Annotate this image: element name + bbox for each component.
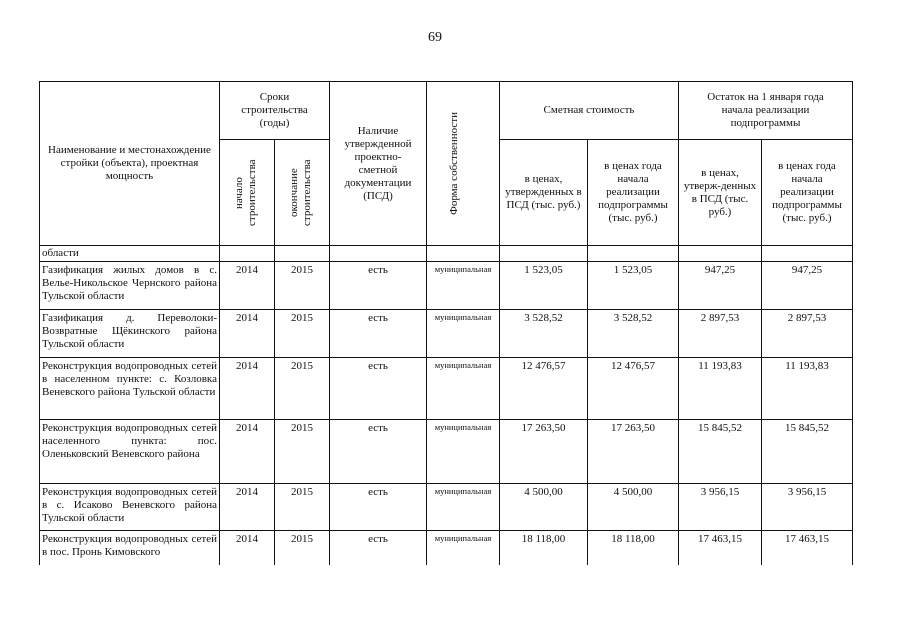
object-name: Реконструкция водопроводных сетей населенного пункта: пос. Оленьковский Веневского района bbox=[40, 420, 220, 484]
bal-current-value: 3 956,15 bbox=[762, 484, 853, 531]
object-name: Реконструкция водопроводных сетей в пос. Пронь Кимовского bbox=[40, 531, 220, 565]
est-psd-value: 12 476,57 bbox=[500, 358, 588, 420]
ownership-type: муниципальная bbox=[427, 358, 500, 420]
bal-psd-value: 947,25 bbox=[679, 262, 762, 310]
end-year: 2015 bbox=[275, 358, 330, 420]
ownership-type: муниципальная bbox=[427, 262, 500, 310]
page-number: 69 bbox=[428, 30, 442, 45]
header-name: Наименование и местонахождение стройки (объекта), проектная мощность bbox=[40, 82, 220, 246]
table-row bbox=[40, 310, 853, 358]
start-year: 2014 bbox=[220, 484, 275, 531]
ownership-label: Форма собственности bbox=[448, 112, 460, 215]
bal-psd-value: 3 956,15 bbox=[679, 484, 762, 531]
end-year: 2015 bbox=[275, 484, 330, 531]
bal-psd-value: 15 845,52 bbox=[679, 420, 762, 484]
bal-current-value: 11 193,83 bbox=[762, 358, 853, 420]
end-label: окончание строительства bbox=[288, 159, 313, 226]
start-year: 2014 bbox=[220, 262, 275, 310]
end-year: 2015 bbox=[275, 420, 330, 484]
header-est-current-prices: в ценах года начала реализации подпрограммы (тыс. руб.) bbox=[588, 140, 679, 246]
header-balance: Остаток на 1 января года начала реализации подпрограммы bbox=[679, 82, 853, 140]
table-row bbox=[40, 531, 853, 565]
est-current-value: 17 263,50 bbox=[588, 420, 679, 484]
start-year: 2014 bbox=[220, 310, 275, 358]
end-year: 2015 bbox=[275, 531, 330, 565]
ownership-type: муниципальная bbox=[427, 420, 500, 484]
start-year: 2014 bbox=[220, 420, 275, 484]
object-name: Реконструкция водопроводных сетей в с. Исаково Веневского района Тульской области bbox=[40, 484, 220, 531]
table-row bbox=[40, 358, 853, 420]
est-current-value: 12 476,57 bbox=[588, 358, 679, 420]
start-label: начало строительства bbox=[233, 159, 258, 226]
est-psd-value: 18 118,00 bbox=[500, 531, 588, 565]
end-year: 2015 bbox=[275, 262, 330, 310]
header-ownership bbox=[427, 82, 500, 246]
start-year: 2014 bbox=[220, 358, 275, 420]
psd-status: есть bbox=[330, 420, 427, 484]
est-current-value: 1 523,05 bbox=[588, 262, 679, 310]
table-body bbox=[40, 246, 853, 565]
table-row bbox=[40, 484, 853, 531]
end-year: 2015 bbox=[275, 310, 330, 358]
ownership-type: муниципальная bbox=[427, 531, 500, 565]
bal-current-value: 947,25 bbox=[762, 262, 853, 310]
section-continuation: области bbox=[40, 246, 220, 262]
bal-psd-value: 11 193,83 bbox=[679, 358, 762, 420]
table-row bbox=[40, 420, 853, 484]
est-current-value: 4 500,00 bbox=[588, 484, 679, 531]
psd-status: есть bbox=[330, 262, 427, 310]
table-header bbox=[40, 82, 853, 246]
header-est-psd-prices: в ценах, утвержденных в ПСД (тыс. руб.) bbox=[500, 140, 588, 246]
psd-status: есть bbox=[330, 484, 427, 531]
object-name: Газификация д. Переволоки-Возвратные Щёкинского района Тульской области bbox=[40, 310, 220, 358]
object-name: Газификация жилых домов в с. Велье-Никольское Чернского района Тульской области bbox=[40, 262, 220, 310]
est-psd-value: 17 263,50 bbox=[500, 420, 588, 484]
construction-table bbox=[39, 81, 853, 565]
est-psd-value: 4 500,00 bbox=[500, 484, 588, 531]
psd-status: есть bbox=[330, 310, 427, 358]
start-year: 2014 bbox=[220, 531, 275, 565]
header-end bbox=[275, 140, 330, 246]
est-current-value: 18 118,00 bbox=[588, 531, 679, 565]
ownership-type: муниципальная bbox=[427, 484, 500, 531]
est-psd-value: 1 523,05 bbox=[500, 262, 588, 310]
header-bal-current-prices: в ценах года начала реализации подпрограммы (тыс. руб.) bbox=[762, 140, 853, 246]
est-current-value: 3 528,52 bbox=[588, 310, 679, 358]
psd-status: есть bbox=[330, 531, 427, 565]
est-psd-value: 3 528,52 bbox=[500, 310, 588, 358]
bal-current-value: 2 897,53 bbox=[762, 310, 853, 358]
bal-psd-value: 2 897,53 bbox=[679, 310, 762, 358]
header-psd: Наличие утвержденной проектно-сметной документации (ПСД) bbox=[330, 82, 427, 246]
bal-current-value: 15 845,52 bbox=[762, 420, 853, 484]
bal-psd-value: 17 463,15 bbox=[679, 531, 762, 565]
header-start bbox=[220, 140, 275, 246]
header-bal-psd-prices: в ценах, утверж-денных в ПСД (тыс. руб.) bbox=[679, 140, 762, 246]
ownership-type: муниципальная bbox=[427, 310, 500, 358]
object-name: Реконструкция водопроводных сетей в населенном пункте: с. Козловка Веневского района Тульской области bbox=[40, 358, 220, 420]
psd-status: есть bbox=[330, 358, 427, 420]
bal-current-value: 17 463,15 bbox=[762, 531, 853, 565]
table-row bbox=[40, 262, 853, 310]
header-estimated-cost: Сметная стоимость bbox=[500, 82, 679, 140]
header-construction-terms: Сроки строительства (годы) bbox=[220, 82, 330, 140]
